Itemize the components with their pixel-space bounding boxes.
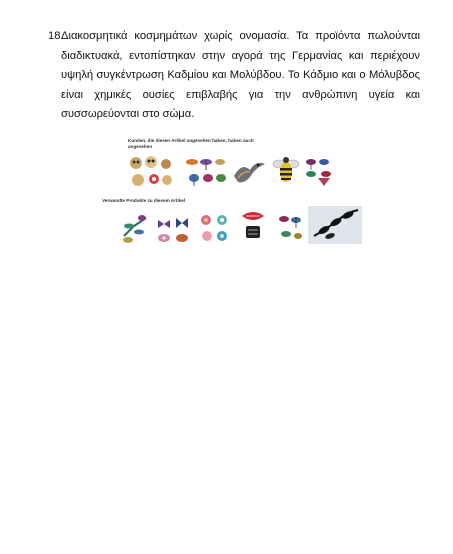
insect-brooches-icon	[304, 156, 336, 188]
item-description: Διακοσμητικά κοσμημάτων χωρίς ονομασία. Τα προϊόντα πωλούνται διαδικτυακά, εντοπίστηκαν στην αγορά της Γερμανίας και περιέχουν υψηλή συγκέντρωση Καδμίου και Μολύβδου. Το Κάδμιο και ο Μόλυβδος είναι χημικές ουσίες επιβλαβής για την ανθρώπινη υγεία και συσσωρεύονται στο σώμα.	[61, 30, 420, 120]
product-screenshot	[96, 134, 376, 248]
black-feather-brooch-icon	[308, 206, 362, 244]
dragonfly-set-icon	[120, 212, 150, 244]
dragonfly-brooches-icon	[184, 156, 228, 188]
caption-customers-also-viewed: Kunden, die diesen Artikel angesehen haben, haben auch angesehen	[128, 138, 254, 149]
flower-brooches-icon	[198, 212, 232, 246]
bee-brooch-icon	[272, 152, 300, 186]
caption-related-products: Verwandte Produkte zu diesem Artikel	[102, 198, 186, 203]
item-number: 18.	[48, 30, 64, 42]
lips-pin-icon	[238, 208, 268, 244]
swallow-brooch-icon	[232, 156, 266, 186]
dragonfly-assorted-icon	[276, 212, 306, 244]
owl-brooches-icon	[126, 154, 176, 190]
butterfly-set-icon	[154, 214, 192, 246]
